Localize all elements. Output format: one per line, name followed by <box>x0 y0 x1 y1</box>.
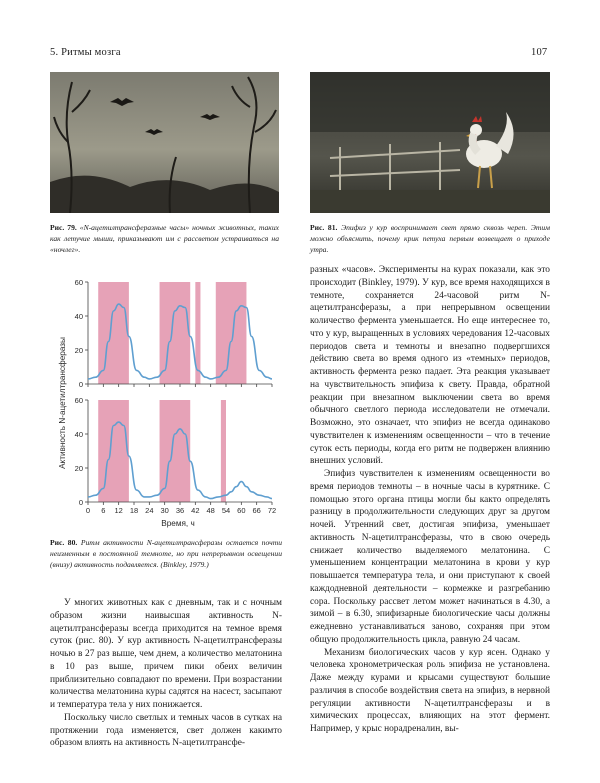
y-tick-label: 40 <box>74 312 83 321</box>
right-paragraph-3: Механизм биологических часов у кур ясен. Однако у человека хронометрическая роль эпифиза не установлена. Даже между курами и крысами существуют большие различия в способе воздействия света на эпифиз, в нервной регуляции активности N-ацетилтрансферазы и в химических процессах, влияющих на этот фермент. Например, у крыс норадреналин, вы- <box>310 647 550 734</box>
figure-81-caption <box>310 222 550 255</box>
x-tick-label: 18 <box>129 506 139 515</box>
figure-79-caption <box>50 222 279 255</box>
figure-80-label: Рис. 80. <box>50 538 78 547</box>
figure-79-label: Рис. 79. <box>50 223 77 232</box>
x-tick-label: 30 <box>160 506 169 515</box>
light-period-band <box>160 400 191 502</box>
figure-80-chart <box>50 268 285 533</box>
x-tick-label: 36 <box>175 506 185 515</box>
x-tick-label: 6 <box>101 506 106 515</box>
dark-period-band <box>98 282 129 384</box>
y-tick-label: 0 <box>78 380 83 389</box>
y-tick-label: 20 <box>74 464 83 473</box>
rooster-photo <box>310 72 550 213</box>
chart-xlabel: Время, ч <box>161 519 195 528</box>
x-tick-label: 66 <box>252 506 261 515</box>
x-tick-label: 24 <box>145 506 154 515</box>
y-tick-label: 40 <box>74 430 83 439</box>
activity-chart-svg <box>50 268 285 533</box>
dark-period-band <box>160 282 191 384</box>
chart-panel-bottom <box>75 396 277 515</box>
right-column-text <box>310 264 550 736</box>
x-tick-label: 72 <box>267 506 277 515</box>
chart-ylabel: Активность N-ацетилтрансферазы <box>58 337 67 469</box>
left-column-text <box>50 597 282 750</box>
figure-81-text: Эпифиз у кур воспринимает свет прямо сквозь череп. Этим можно объяснить, почему крик петуха первым возвещает о приходе утра. <box>310 223 550 254</box>
x-tick-label: 12 <box>114 506 123 515</box>
x-tick-label: 60 <box>237 506 246 515</box>
y-tick-label: 60 <box>74 278 83 287</box>
figure-80-text: Ритм активности N-ацетилтрансферазы остается почти неизменным в постоянной темноте, но при непрерывном освещении (внизу) активность подавляется. <box>50 538 282 569</box>
page-number: 107 <box>531 47 548 58</box>
left-paragraph-1: У многих животных как с дневным, так и с ночным образом жизни наивысшая активность N-ацетилтрансферазы всегда приходится на темное время суток (рис. 80). У кур активность N-ацетилтрансферазы ночью в 27 раз выше, чем днем, а количество мелатонина в 10 раз выше, причем пики обеих величин приблизительно совпадают по времени. При возрастании количества мелатонина куры садятся на насест, засыпают и температура тела у них понижается. <box>50 598 282 710</box>
right-paragraph-1: разных «часов». Эксперименты на курах показали, как это происходит (Binkley, 1979). У кур, все время находящихся в темноте, сохраняется 24-часовой ритм N-ацетилтрансферазы, а при непрерывном освещении количество фермента уменьшается. Но еще интереснее то, что у кур, выращенных в условиях чередования 12-часовых периодов света и темноты и внезапно подвергшихся действию света во время одного из «темных» периодов, активность фермента резко падает. Эта реакция указывает на чувствительность эпифиза к свету. Правда, обратной реакции при внезапном выключении света во время обычного светлого периода исследователи не отмечали. Возможно, это означает, что эпифиз не всегда одинаково чувствителен к изменениям освещенности – что в течение суток есть периоды, когда его ритм не подвержен влиянию внешних условий. <box>310 265 550 467</box>
dark-period-band <box>216 282 247 384</box>
light-period-band <box>98 400 129 502</box>
left-paragraph-2: Поскольку число светлых и темных часов в сутках на протяжении года изменяется, свет должен какимто образом влиять на активность N-ацетилтрансфе- <box>50 712 282 749</box>
figure-81-label: Рис. 81. <box>310 223 338 232</box>
y-tick-label: 20 <box>74 346 83 355</box>
x-tick-label: 42 <box>191 506 200 515</box>
y-tick-label: 0 <box>78 498 83 507</box>
figure-79-text: «N-ацетилтрансферазные часы» ночных животных, таких как летучие мыши, приказывают им с рассветом устраиваться на «ночлег». <box>50 223 279 254</box>
x-tick-label: 54 <box>221 506 231 515</box>
running-header-chapter: 5. Ритмы мозга <box>50 47 121 58</box>
y-tick-label: 60 <box>74 396 83 405</box>
x-tick-label: 48 <box>206 506 215 515</box>
chart-panel-top <box>75 278 272 389</box>
figure-80-citation: (Binkley, 1979.) <box>160 560 209 569</box>
light-period-band <box>221 400 226 502</box>
x-tick-label: 0 <box>85 506 91 515</box>
bats-silhouette-photo <box>50 72 279 213</box>
right-paragraph-2: Эпифиз чувствителен к изменениям освещенности во время периодов темноты – в ночные часы в курятнике. С помощью этого органа птицы могли бы както определять разницу в продолжительности следующих друг за другом ночей. Утренний свет, достигая эпифиза, уменьшает активность N-ацетилтрансферазы, что в свою очередь снижает количество выделяемого мелатонина. С уменьшением концентрации мелатонина в крови у кур повышается температура тела, и они приступают к своей каждодневной деятельности – кормежке и разгребанию сора. Поскольку рассвет летом может начинаться в 4.30, а зимой – в 6.30, эпифизарные биологические часы должны ежедневно устанавливаться заново, сохраняя при этом общую продолжительность цикла, равную 24 часам. <box>310 469 550 645</box>
figure-80-caption <box>50 537 282 570</box>
